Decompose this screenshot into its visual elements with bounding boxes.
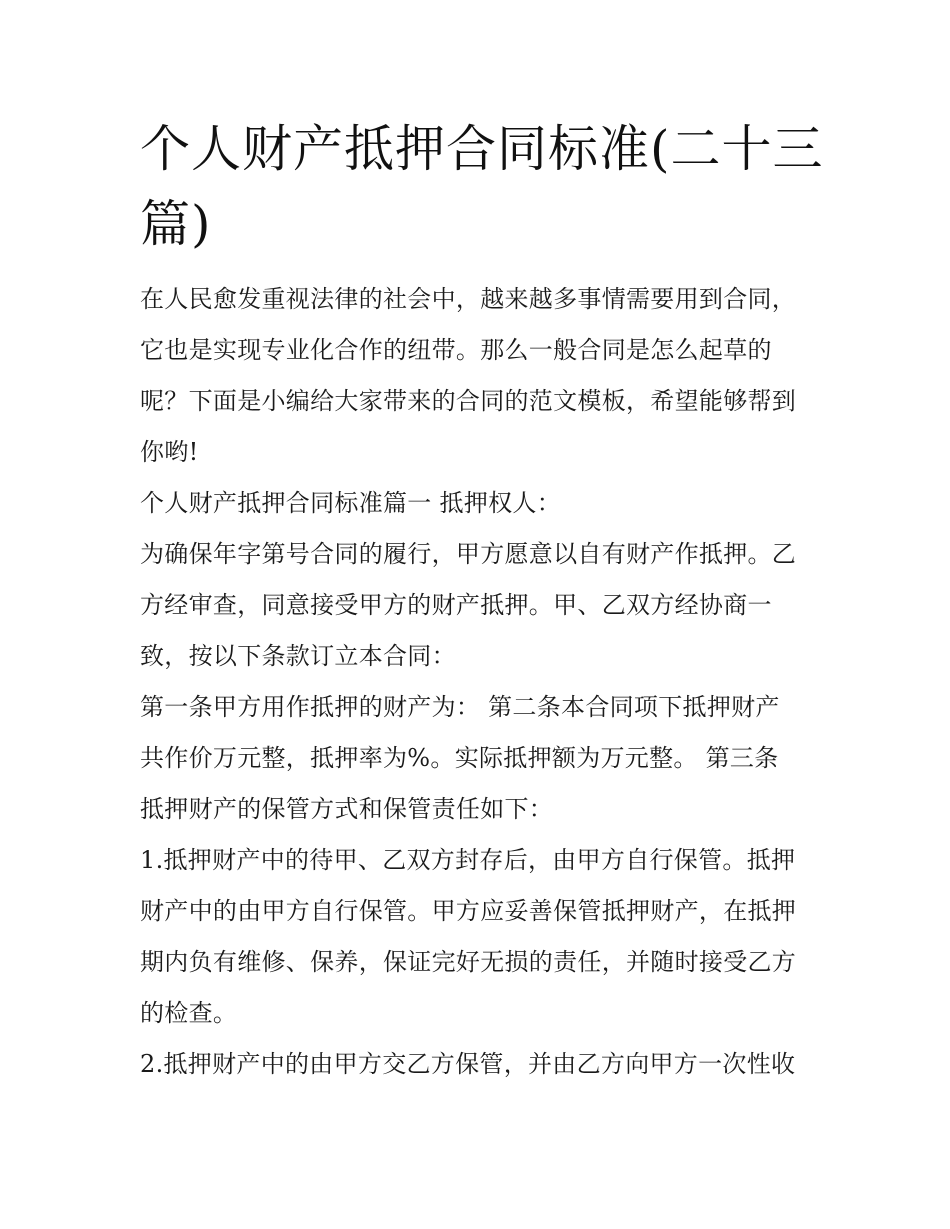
text-line: 共作价万元整，抵押率为%。实际抵押额为万元整。 第三条 — [140, 744, 779, 772]
text-line: 你哟! — [140, 438, 199, 466]
text-line: 财产中的由甲方自行保管。甲方应妥善保管抵押财产，在抵押 — [140, 897, 797, 925]
text-line: 在人民愈发重视法律的社会中，越来越多事情需要用到合同， — [140, 285, 797, 313]
preamble-paragraph — [140, 529, 820, 682]
document-title — [140, 112, 830, 262]
text-line: 为确保年字第号合同的履行，甲方愿意以自有财产作抵押。乙 — [140, 540, 797, 568]
title-line: 个人财产抵押合同标准(二十三 — [140, 120, 824, 178]
text-line: 2.抵押财产中的由甲方交乙方保管，并由乙方向甲方一次性收 — [140, 1050, 796, 1078]
clause-2-paragraph — [140, 1039, 820, 1090]
text-line: 它也是实现专业化合作的纽带。那么一般合同是怎么起草的 — [140, 336, 772, 364]
text-line: 呢？下面是小编给大家带来的合同的范文模板，希望能够帮到 — [140, 387, 797, 415]
text-line: 个人财产抵押合同标准篇一 抵押权人： — [140, 489, 562, 517]
text-line: 的检查。 — [140, 999, 238, 1027]
text-line: 第一条甲方用作抵押的财产为： 第二条本合同项下抵押财产 — [140, 693, 780, 721]
clause-1-paragraph — [140, 835, 820, 1039]
text-line: 1.抵押财产中的待甲、乙双方封存后，由甲方自行保管。抵押 — [140, 846, 796, 874]
text-line: 方经审查，同意接受甲方的财产抵押。甲、乙双方经协商一 — [140, 591, 772, 619]
section-heading — [140, 478, 820, 529]
text-line: 抵押财产的保管方式和保管责任如下： — [140, 795, 554, 823]
document-body — [140, 274, 820, 1090]
title-line: 篇) — [140, 195, 212, 253]
article-paragraph — [140, 682, 820, 835]
intro-paragraph — [140, 274, 820, 478]
text-line: 致，按以下条款订立本合同： — [140, 642, 456, 670]
text-line: 期内负有维修、保养，保证完好无损的责任，并随时接受乙方 — [140, 948, 797, 976]
